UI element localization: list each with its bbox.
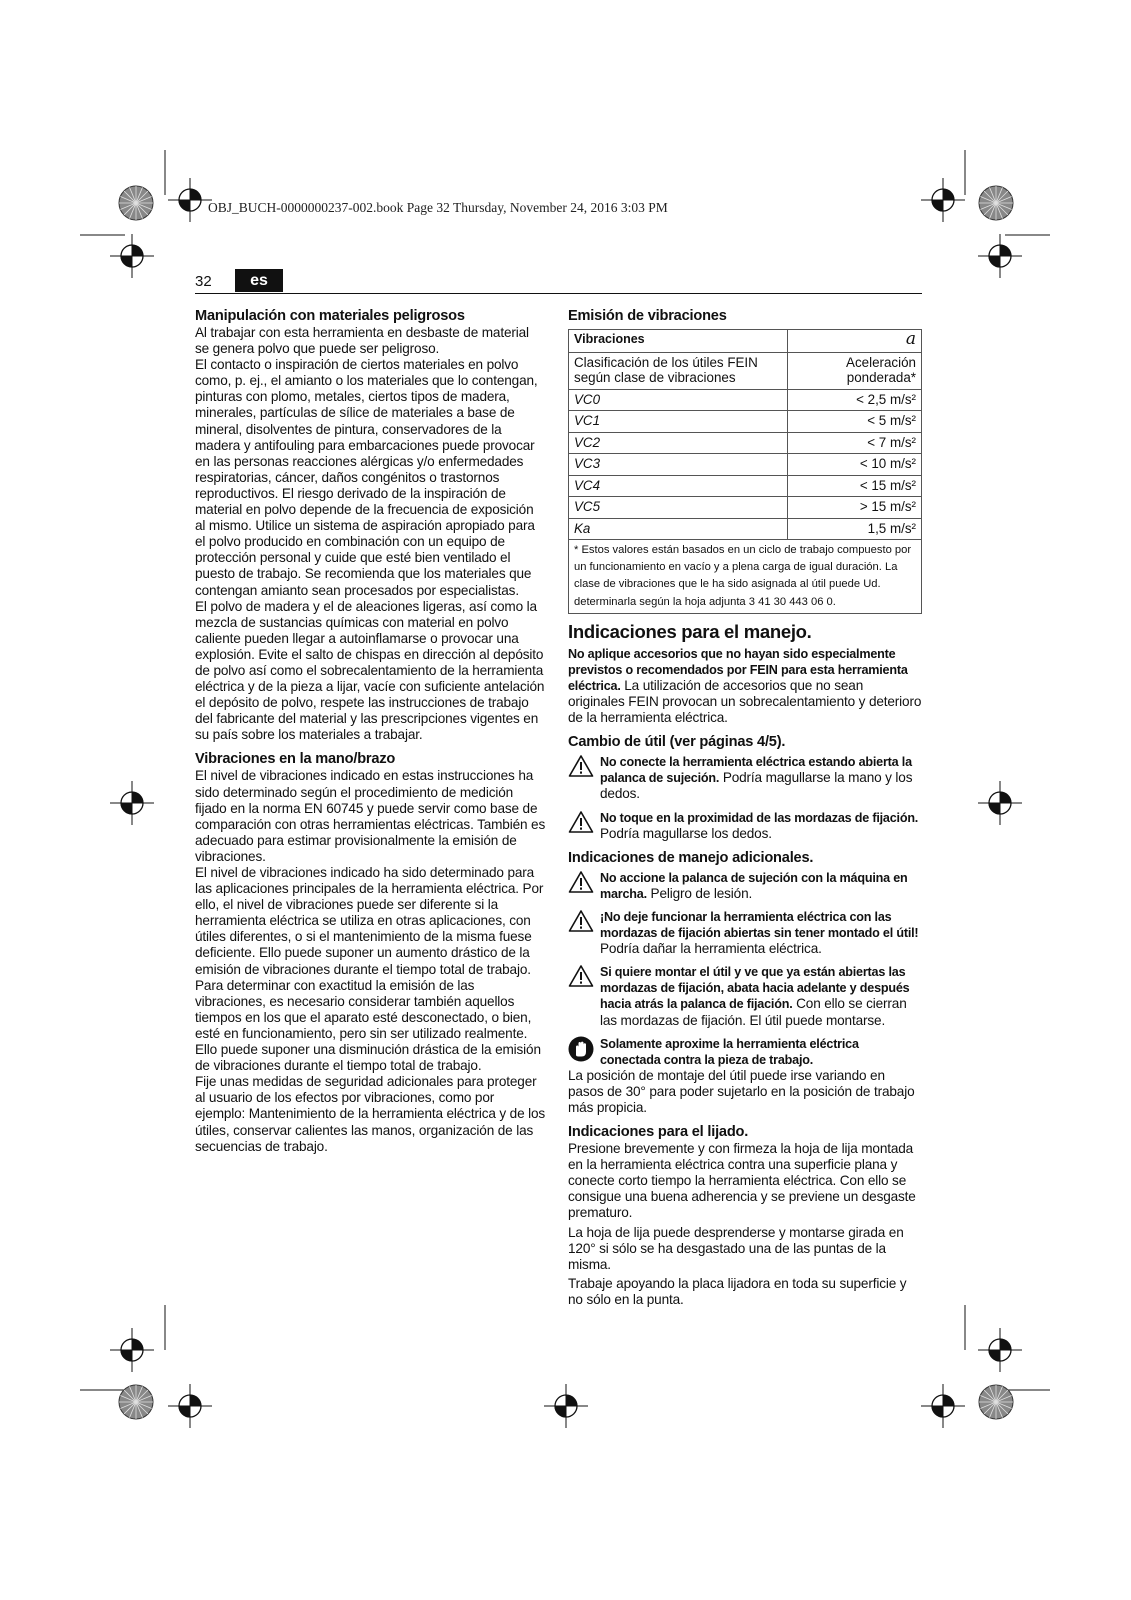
section-title-additional-notes: Indicaciones de manejo adicionales. <box>568 849 814 866</box>
table-cell: Ka <box>569 518 788 540</box>
registration-mark-icon <box>168 178 212 222</box>
registration-mark-icon <box>168 1384 212 1428</box>
registration-mark-icon <box>110 234 154 278</box>
table-footnote: * Estos valores están basados en un ciclo de trabajo compuesto por un funcionamiento en vacío y a plena carga de igual duración. La clase de vibraciones que le ha sido asignada al útil puede Ud. determinarla según la hoja adjunta 3 41 30 443 06 0. <box>569 540 922 614</box>
header-rule <box>195 293 922 294</box>
table-row <box>569 497 922 519</box>
page-number: 32 <box>195 273 212 290</box>
warning-triangle-icon <box>568 909 600 933</box>
table-cell: < 7 m/s² <box>787 432 921 454</box>
table-header-cell <box>787 330 921 353</box>
section-title-tool-change: Cambio de útil (ver páginas 4/5). <box>568 734 786 751</box>
registration-mark-icon <box>544 1384 588 1428</box>
warning-note: No conecte la herramienta eléctrica estando abierta la palanca de sujeción. Podría magullarse la mano y los dedos. <box>568 754 922 802</box>
paragraph: Al trabajar con esta herramienta en desbaste de material se genera polvo que puede ser peligroso. <box>195 325 529 357</box>
language-tab: es <box>235 269 283 292</box>
warning-triangle-icon <box>568 810 600 834</box>
table-cell: VC5 <box>569 497 788 519</box>
table-cell: Aceleración ponderada* <box>787 352 921 389</box>
safety-note: Solamente aproxime la herramienta eléctrica conectada contra la pieza de trabajo. <box>568 1036 922 1068</box>
section-heading-operation: Indicaciones para el manejo. <box>568 620 812 642</box>
section-title-hazardous-materials: Manipulación con materiales peligrosos <box>195 308 465 324</box>
table-cell: 1,5 m/s² <box>787 518 921 540</box>
paragraph: El nivel de vibraciones indicado ha sido determinado para las aplicaciones principales de la herramienta eléctrica. Por ello, el nivel de vibraciones puede ser diferente si la herramienta eléctrica se utiliza en otras aplicaciones, con útiles diferentes, o si el mantenimiento de la misma fuese deficiente. Ello puede suponer un aumento drástico de la emisión de vibraciones durante el tiempo total de trabajo. Para determinar con exactitud la emisión de las vibraciones, es necesario considerar también aquellos tiempos en los que el aparato esté desconectado, o bien, esté en funcionamiento, pero sin ser utilizado realmente. Ello puede suponer una disminución drástica de la emisión de vibraciones durante el tiempo total de trabajo. <box>195 865 544 1074</box>
table-cell: VC2 <box>569 432 788 454</box>
paragraph: El contacto o inspiración de ciertos materiales en polvo como, p. ej., el amianto o los materiales que lo contengan, pinturas con plomo, metales, ciertos tipos de madera, minerales, partículas de sílice de materiales a base de mineral, disolventes de pintura, conservadores de la madera y antifouling para embarcaciones puede provocar en las personas reacciones alérgicas y/o enfermedades respiratorias, cáncer, daños congénitos o trastornos reproductivos. El riesgo derivado de la inspiración de material en polvo depende de la frecuencia de exposición al mismo. Utilice un sistema de aspiración apropiado para el polvo producido en combinación con un equipo de protección personal y cuide que esté bien ventilado el puesto de trabajo. Se recomienda que los materiales que contengan amianto sean procesados por especialistas. <box>195 357 538 598</box>
registration-mark-icon <box>110 781 154 825</box>
right-column <box>568 307 922 1308</box>
section-title-hand-arm-vibration: Vibraciones en la mano/brazo <box>195 751 396 768</box>
hand-glove-icon <box>568 1036 600 1060</box>
table-row <box>569 454 922 476</box>
print-slug: OBJ_BUCH-0000000237-002.book Page 32 Thursday, November 24, 2016 3:03 PM <box>208 200 668 215</box>
table-row <box>569 518 922 540</box>
warning-note: No toque en la proximidad de las mordazas de fijación. Podría magullarse los dedos. <box>568 810 922 842</box>
table-cell: VC1 <box>569 411 788 433</box>
table-header-cell: Vibraciones <box>569 330 788 353</box>
paragraph: La posición de montaje del útil puede irse variando en pasos de 30° para poder sujetarlo en la posición de trabajo más propicia. <box>568 1067 915 1115</box>
vibration-table <box>568 329 922 614</box>
crop-mark-icon <box>979 186 1013 220</box>
paragraph: Presione brevemente y con firmeza la hoja de lija montada en la herramienta eléctrica contra una superficie plana y conecte corto tiempo la herramienta eléctrica. Con ello se consigue una buena adherencia y se previene un desgaste prematuro. <box>568 1141 916 1221</box>
left-column <box>195 307 546 1155</box>
crop-mark-icon <box>979 1385 1013 1419</box>
crop-mark-icon <box>119 186 153 220</box>
table-cell: Clasificación de los útiles FEIN según clase de vibraciones <box>569 352 788 389</box>
paragraph: El nivel de vibraciones indicado en estas instrucciones ha sido determinado según el procedimiento de medición fijado en la norma EN 60745 y puede servir como base de comparación con otras herramientas eléctricas. También es adecuado para estimar provisionalmente la emisión de vibraciones. <box>195 768 546 864</box>
table-cell: VC0 <box>569 389 788 411</box>
paragraph: El polvo de madera y el de aleaciones ligeras, así como la mezcla de sustancias químicas con material en polvo caliente pueden llegar a autoinflamarse o provocar una explosión. Evite el salto de chispas en dirección al depósito de polvo así como el sobrecalentamiento de la herramienta eléctrica y de la pieza a lijar, vacíe con suficiente antelación el depósito de polvo, respete las instrucciones de trabajo del fabricante del material y las prescripciones vigentes en su país sobre los materiales a trabajar. <box>195 598 545 743</box>
table-cell: VC4 <box>569 475 788 497</box>
registration-mark-icon <box>921 178 965 222</box>
paragraph: Trabaje apoyando la placa lijadora en toda su superficie y no sólo en la punta. <box>568 1275 907 1307</box>
section-title-sanding: Indicaciones para el lijado. <box>568 1124 749 1141</box>
table-cell: VC3 <box>569 454 788 476</box>
section-title-vibration-emission: Emisión de vibraciones <box>568 308 727 324</box>
table-cell: < 5 m/s² <box>787 411 921 433</box>
table-row <box>569 389 922 411</box>
registration-mark-icon <box>110 1328 154 1372</box>
paragraph: Fije unas medidas de seguridad adicionales para proteger al usuario de los efectos por vibraciones, como por ejemplo: Mantenimiento de la herramienta eléctrica y de los útiles, conservar calientes las manos, organización de las secuencias de trabajo. <box>195 1074 546 1154</box>
registration-mark-icon <box>921 1384 965 1428</box>
table-row <box>569 432 922 454</box>
warning-note: Si quiere montar el útil y ve que ya están abiertas las mordazas de fijación, abata hacia adelante y después hacia atrás la palanca de fijación. Con ello se cierran las mordazas de fijación. El útil puede montarse. <box>568 964 922 1028</box>
table-cell: > 15 m/s² <box>787 497 921 519</box>
table-row <box>569 475 922 497</box>
table-cell: < 15 m/s² <box>787 475 921 497</box>
warning-triangle-icon <box>568 870 600 894</box>
paragraph: La hoja de lija puede desprenderse y montarse girada en 120° si sólo se ha desgastado una de las puntas de la misma. <box>568 1224 904 1272</box>
warning-note: No accione la palanca de sujeción con la máquina en marcha. Peligro de lesión. <box>568 870 922 902</box>
table-row <box>569 411 922 433</box>
paragraph: No aplique accesorios que no hayan sido especialmente previstos o recomendados por FEIN para esta herramienta eléctrica. La utilización de accesorios que no sean originales FEIN provocan un sobrecalentamiento y deterioro de la herramienta eléctrica. <box>568 646 922 726</box>
warning-triangle-icon <box>568 754 600 778</box>
warning-note: ¡No deje funcionar la herramienta eléctrica con las mordazas de fijación abiertas sin tener montado el útil! Podría dañar la herramienta eléctrica. <box>568 909 922 957</box>
table-cell: < 2,5 m/s² <box>787 389 921 411</box>
crop-mark-icon <box>119 1385 153 1419</box>
registration-mark-icon <box>978 1328 1022 1372</box>
registration-mark-icon <box>978 781 1022 825</box>
registration-mark-icon <box>978 234 1022 278</box>
acceleration-symbol: a <box>905 329 916 349</box>
table-cell: < 10 m/s² <box>787 454 921 476</box>
warning-triangle-icon <box>568 964 600 988</box>
